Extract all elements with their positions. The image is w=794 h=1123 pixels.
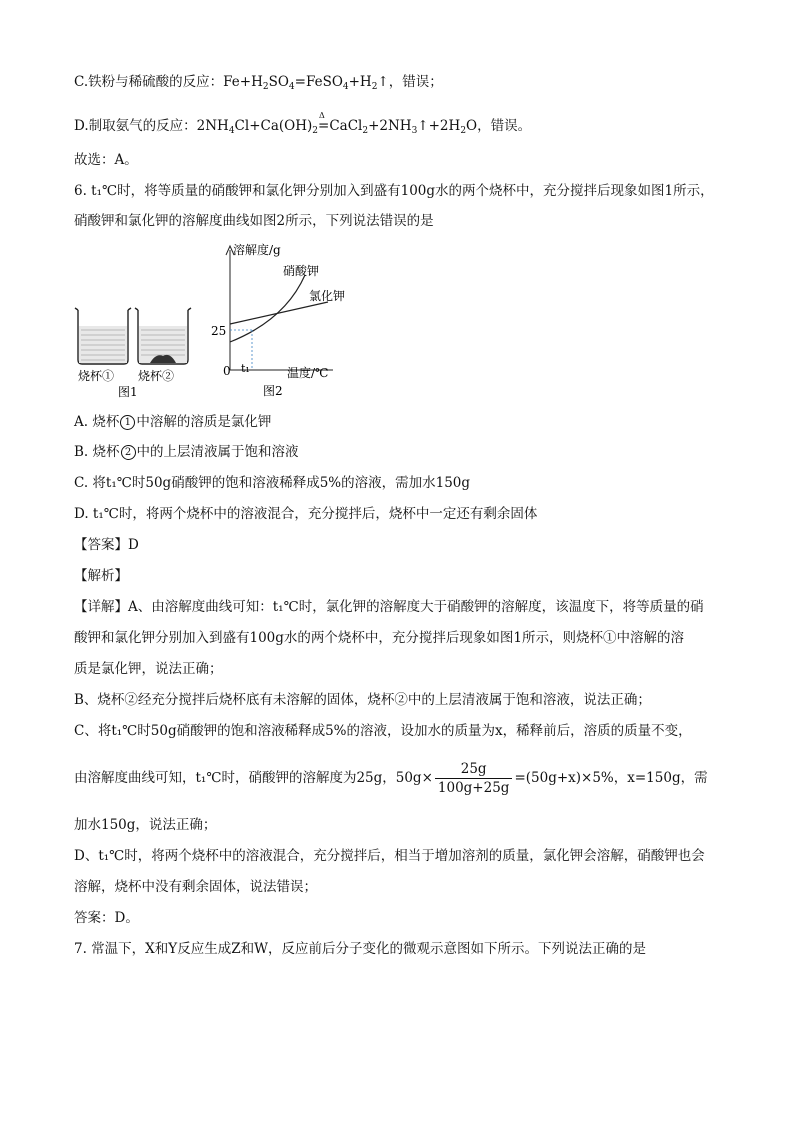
- eq-subscript: 2: [371, 82, 378, 92]
- detail-a-line3: 质是氯化钾，说法正确；: [74, 661, 223, 677]
- eq-text: C.铁粉与稀硫酸的反应：Fe+H: [74, 74, 263, 90]
- option-text: 中的上层清液属于饱和溶液: [136, 444, 299, 460]
- series-kcl-line: [230, 302, 328, 324]
- q6-option-d[interactable]: D. t₁℃时，将两个烧杯中的溶液混合，充分搅拌后，烧杯中一定还有剩余固体: [74, 506, 538, 522]
- eq-subscript: 4: [342, 82, 349, 92]
- option-text: 中溶解的溶质是氯化钾: [136, 414, 272, 430]
- q6-option-a[interactable]: [74, 412, 734, 432]
- fraction-numerator: 25g: [435, 760, 513, 779]
- eq-text: D.制取氨气的反应：2NH: [74, 118, 229, 134]
- series-kno3-label: 硝酸钾: [283, 264, 320, 278]
- detail-a-line2: 酸钾和氯化钾分别加入到盛有100g水的两个烧杯中，充分搅拌后现象如图1所示，则烧杯①中溶解的溶: [74, 630, 684, 646]
- detail-d-line1: D、t₁℃时，将两个烧杯中的溶液混合，充分搅拌后，相当于增加溶剂的质量，氯化钾会溶解，硝酸钾也会: [74, 848, 705, 864]
- prev-answer: 故选：A。: [74, 152, 138, 168]
- analysis-label: 【解析】: [74, 568, 128, 584]
- figure-1-beakers: [70, 300, 200, 400]
- eq-text: SO: [268, 74, 289, 90]
- heating-equals: [318, 111, 330, 136]
- eq-text: +H: [348, 74, 372, 90]
- detail-c-line3: 加水150g，说法正确；: [74, 817, 217, 833]
- option-d-equation: [74, 111, 734, 141]
- beaker-1: [75, 308, 131, 364]
- y-tick-25: 25: [211, 324, 227, 338]
- eq-text: Cl+Ca(OH): [234, 118, 313, 134]
- eq-text: ↑，错误；: [377, 74, 443, 90]
- eq-text: =: [318, 118, 330, 134]
- eq-text: ↑+2H: [417, 118, 461, 134]
- beaker-2-label: 烧杯②: [138, 369, 175, 383]
- option-c-equation: [74, 72, 734, 97]
- heat-symbol: Δ: [319, 111, 325, 120]
- eq-text: CaCl: [329, 118, 363, 134]
- fraction: [435, 760, 513, 797]
- figure-2-solubility-chart: [205, 240, 355, 400]
- q6-option-b[interactable]: [74, 442, 734, 462]
- circled-number: 2: [121, 445, 136, 460]
- formula-text: =(50g+x)×5%，x=150g，需: [514, 770, 708, 786]
- eq-subscript: 4: [228, 126, 235, 136]
- eq-text: +2NH: [368, 118, 412, 134]
- formula-text: 由溶解度曲线可知，t₁℃时，硝酸钾的溶解度为25g，50g×: [74, 770, 433, 786]
- final-answer: 答案：D。: [74, 910, 139, 926]
- figure-2-caption: 图2: [263, 384, 283, 398]
- q6-stem-line2: 硝酸钾和氯化钾的溶解度曲线如图2所示，下列说法错误的是: [74, 213, 434, 229]
- fraction-denominator: 100g+25g: [437, 780, 510, 796]
- y-axis-label: 溶解度/g: [233, 243, 281, 257]
- x-tick-t1: t₁: [241, 362, 250, 375]
- q6-option-c[interactable]: C. 将t₁℃时50g硝酸钾的饱和溶液稀释成5%的溶液，需加水150g: [74, 475, 471, 491]
- eq-subscript: 2: [362, 126, 369, 136]
- eq-subscript: 2: [460, 126, 467, 136]
- detail-a-line1: 【详解】A、由溶解度曲线可知：t₁℃时，氯化钾的溶解度大于硝酸钾的溶解度，该温度下，将等质量的硝: [74, 599, 704, 615]
- origin-label: 0: [223, 364, 231, 378]
- detail-c-line1: C、将t₁℃时50g硝酸钾的饱和溶液稀释成5%的溶液，设加水的质量为x，稀释前后，溶质的质量不变，: [74, 723, 692, 739]
- answer-label: 【答案】D: [74, 537, 139, 553]
- figure-1-caption: 图1: [118, 385, 138, 399]
- eq-subscript: 2: [312, 126, 318, 136]
- beaker-1-label: 烧杯①: [78, 369, 115, 383]
- detail-d-line2: 溶解，烧杯中没有剩余固体，说法错误；: [74, 879, 317, 895]
- option-text: B. 烧杯: [74, 444, 120, 460]
- eq-subscript: 3: [411, 126, 418, 136]
- series-kcl-label: 氯化钾: [309, 289, 346, 303]
- series-kno3-line: [230, 275, 305, 342]
- q6-stem-line1: 6. t₁℃时，将等质量的硝酸钾和氯化钾分别加入到盛有100g水的两个烧杯中，充分搅拌后现象如图1所示，: [74, 183, 714, 199]
- eq-text: =FeSO: [294, 74, 343, 90]
- eq-text: O，错误。: [466, 118, 532, 134]
- x-axis-label: 温度/℃: [287, 366, 329, 380]
- q7-stem: 7. 常温下，X和Y反应生成Z和W，反应前后分子变化的微观示意图如下所示。下列说法正确的是: [74, 941, 646, 957]
- circled-number: 1: [120, 415, 135, 430]
- detail-b: B、烧杯②经充分搅拌后烧杯底有未溶解的固体，烧杯②中的上层清液属于饱和溶液，说法正确；: [74, 692, 651, 708]
- eq-subscript: 2: [262, 82, 269, 92]
- option-text: A. 烧杯: [74, 414, 120, 430]
- eq-subscript: 4: [288, 82, 295, 92]
- beaker-2: [135, 308, 191, 364]
- detail-c-line2: [74, 758, 734, 798]
